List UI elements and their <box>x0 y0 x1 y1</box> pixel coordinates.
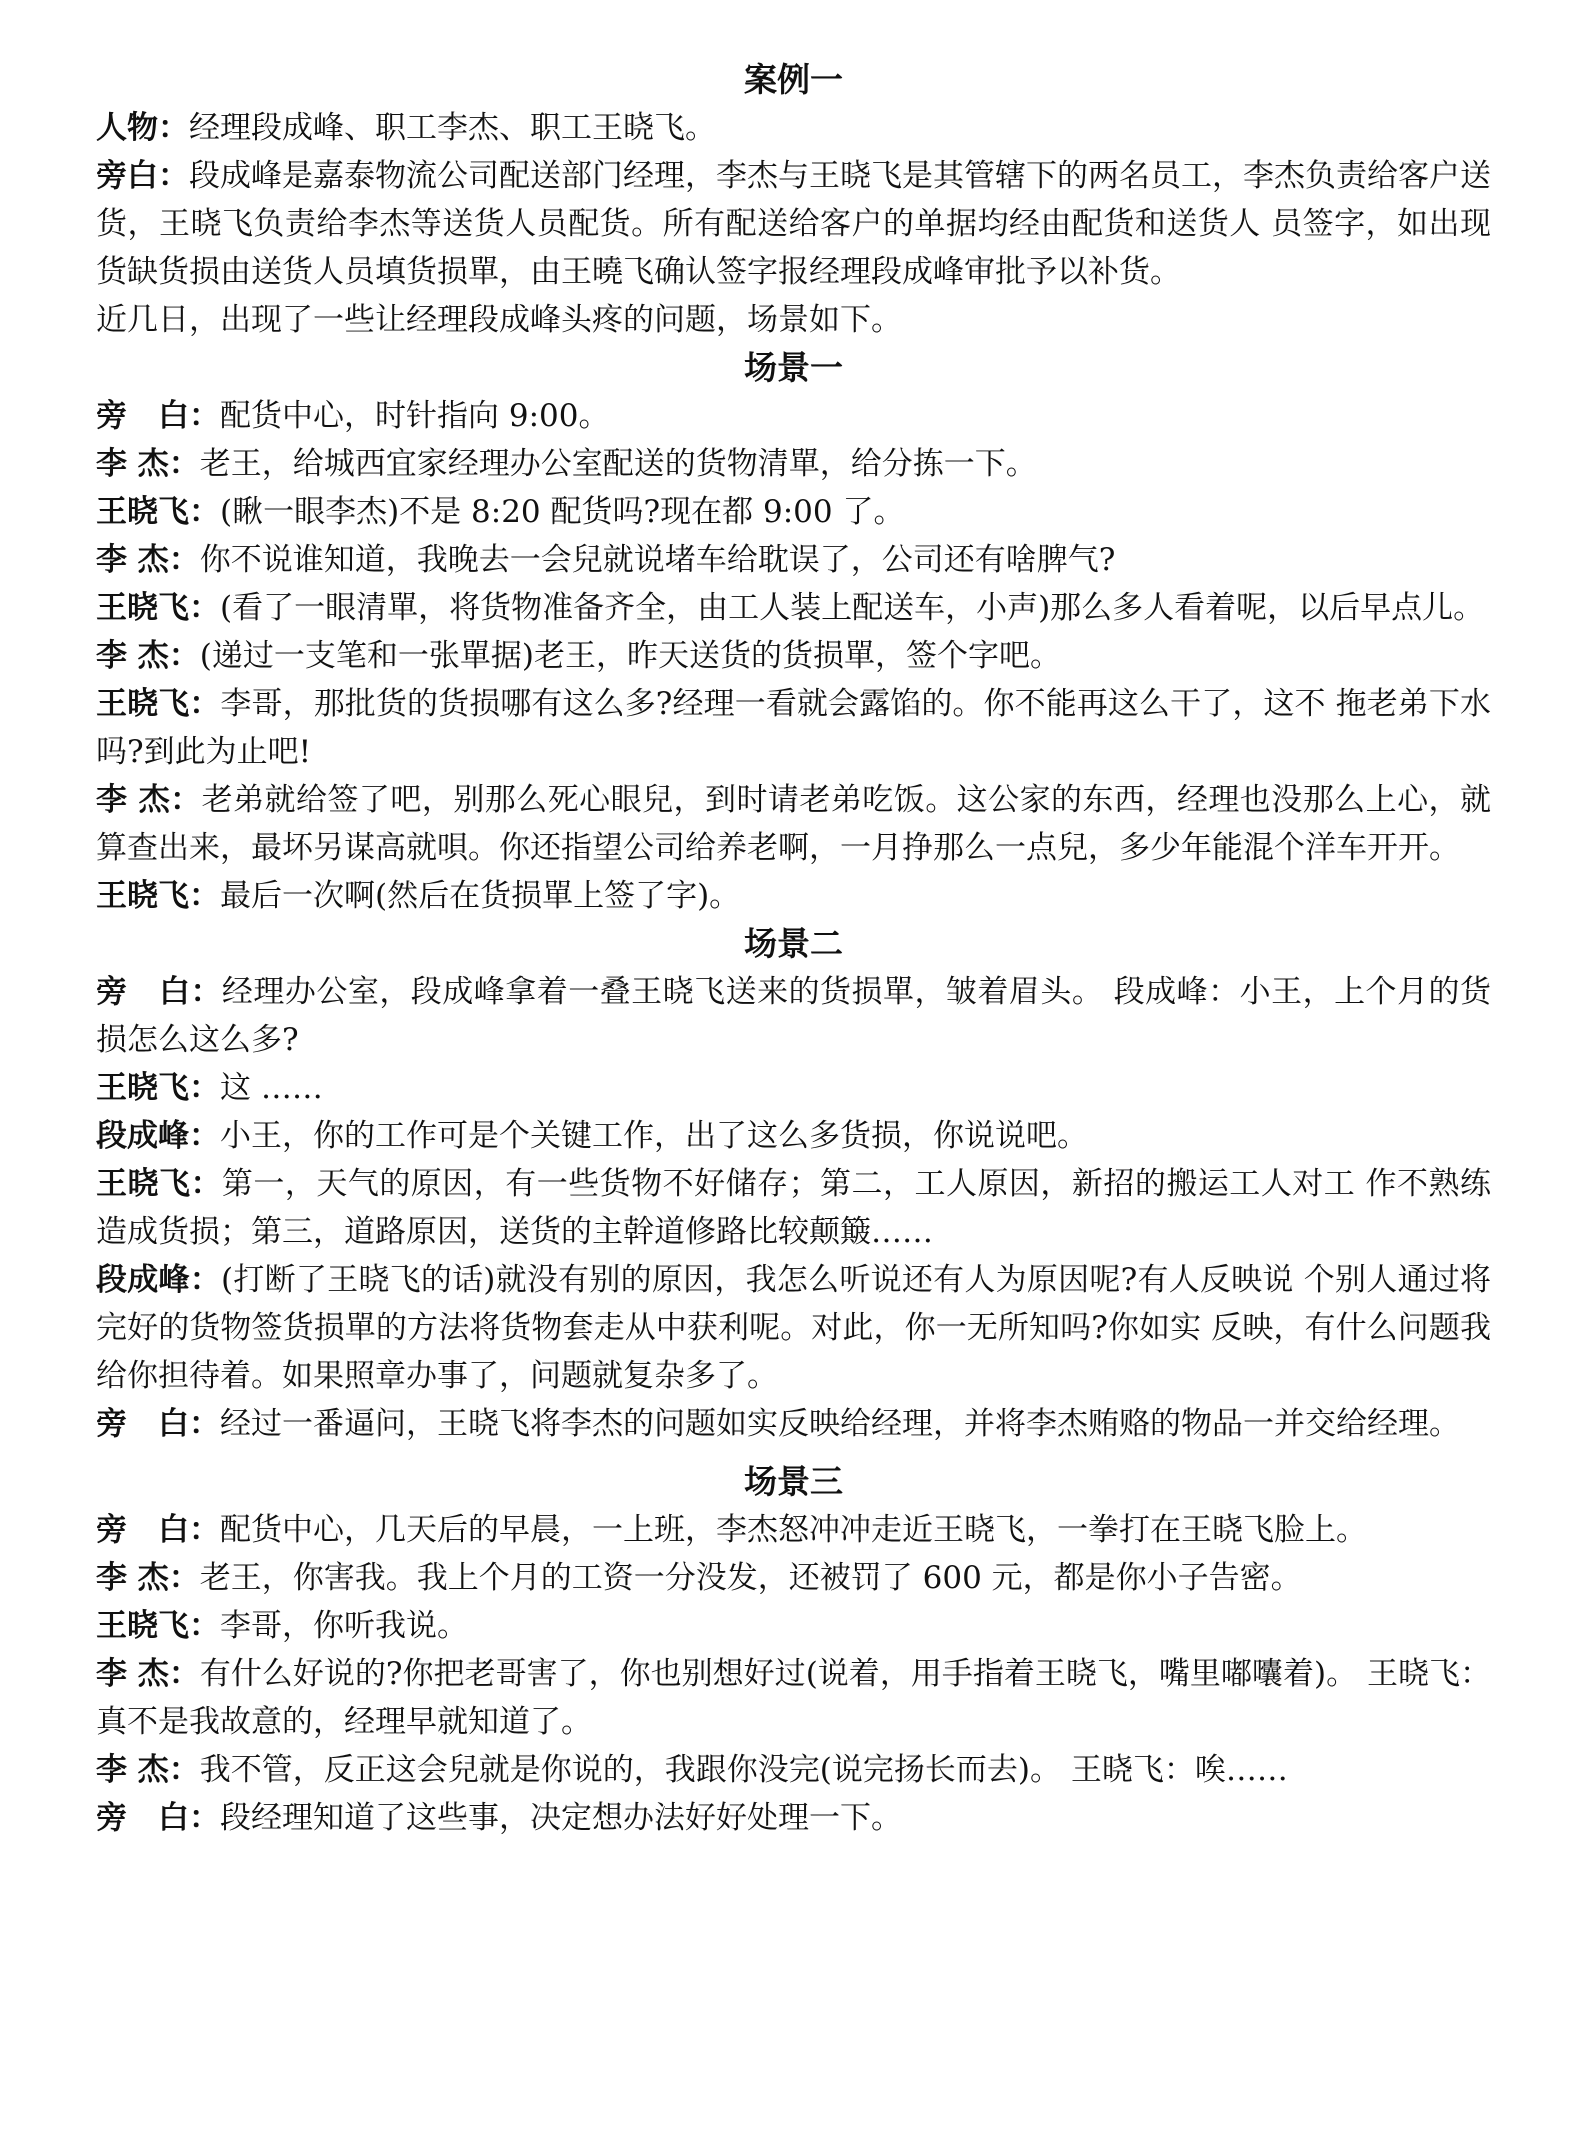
line-text: 我不管，反正这会兒就是你说的，我跟你没完(说完扬长而去)。 王晓飞：唉…… <box>199 1752 1288 1788</box>
dialogue-line <box>96 872 1491 920</box>
dialogue-line <box>96 1256 1491 1400</box>
line-text: (看了一眼清單，将货物准备齐全，由工人装上配送车，小声)那么多人看着呢，以后早点儿。 <box>220 590 1485 626</box>
speaker-label: 王晓飞： <box>96 1166 222 1202</box>
line-text: 配货中心，时针指向 9:00。 <box>220 398 610 434</box>
dialogue-line <box>96 776 1491 872</box>
dialogue-line <box>96 1746 1491 1794</box>
dialogue-line <box>96 1650 1491 1746</box>
speaker-label: 段成峰： <box>96 1262 221 1298</box>
dialogue-line <box>96 680 1491 776</box>
line-text: 小王，你的工作可是个关键工作，出了这么多货损，你说说吧。 <box>220 1118 1088 1154</box>
dialogue-line <box>96 488 1491 536</box>
speaker-label: 旁 白： <box>96 1800 220 1836</box>
speaker-label: 李 杰： <box>96 1560 200 1596</box>
line-text: 段经理知道了这些事，决定想办法好好处理一下。 <box>220 1800 902 1836</box>
dialogue-line <box>96 1506 1491 1554</box>
line-text: 配货中心，几天后的早晨，一上班，李杰怒冲冲走近王晓飞，一拳打在王晓飞脸上。 <box>220 1512 1367 1548</box>
line-text: (打断了王晓飞的话)就没有别的原因，我怎么听说还有人为原因呢?有人反映说 个别人通过将完好的货物签货损單的方法将货物套走从中获利呢。对此，你一无所知吗?你如实 反映，有什么问题我给你担待着。如果照章办事了，问题就复杂多了。 <box>96 1262 1492 1394</box>
speaker-label: 李 杰： <box>96 1656 200 1692</box>
line-text: 段成峰是嘉泰物流公司配送部门经理，李杰与王晓飞是其管辖下的两名员工，李杰负责给客户送货，王晓飞负责给李杰等送货人员配货。所有配送给客户的单据均经由配货和送货人 员签字，如出现货缺货损由送货人员填货损單，由王曉飞确认签字报经理段成峰审批予以补货。 <box>96 158 1491 290</box>
dialogue-line <box>96 1160 1491 1256</box>
speaker-label: 人物： <box>96 110 189 146</box>
dialogue-line <box>96 392 1491 440</box>
scene-3-section <box>96 1506 1491 1842</box>
scene-1-title: 场景一 <box>744 348 843 387</box>
speaker-label: 王晓飞： <box>96 1608 220 1644</box>
line-text: 李哥，那批货的货损哪有这么多?经理一看就会露馅的。你不能再这么干了，这不 拖老弟下水吗?到此为止吧! <box>96 686 1491 770</box>
line-text: 老王，你害我。我上个月的工资一分没发，还被罚了 600 元，都是你小子告密。 <box>199 1560 1302 1596</box>
speaker-label: 李 杰： <box>96 1752 200 1788</box>
speaker-label: 王晓飞： <box>96 494 220 530</box>
line-text: 这 …… <box>220 1070 323 1106</box>
line-text: (瞅一眼李杰)不是 8:20 配货吗?现在都 9:00 了。 <box>220 494 905 530</box>
line-text: 经过一番逼问，王晓飞将李杰的问题如实反映给经理，并将李杰贿赂的物品一并交给经理。 <box>220 1406 1460 1442</box>
dialogue-line <box>96 1794 1491 1842</box>
line-text: 你不说谁知道，我晚去一会兒就说堵车给耽误了，公司还有啥脾气? <box>199 542 1116 578</box>
line-text: 李哥，你听我说。 <box>220 1608 468 1644</box>
speaker-label: 段成峰： <box>96 1118 220 1154</box>
speaker-label: 李 杰： <box>96 782 202 818</box>
dialogue-line <box>96 1400 1491 1448</box>
line-text: 近几日，出现了一些让经理段成峰头疼的问题，场景如下。 <box>96 302 902 338</box>
intro-section <box>96 104 1491 344</box>
line-text: 经理段成峰、职工李杰、职工王晓飞。 <box>189 110 716 146</box>
dialogue-line <box>96 968 1491 1064</box>
speaker-label: 王晓飞： <box>96 686 221 722</box>
dialogue-line <box>96 632 1491 680</box>
dialogue-line <box>96 152 1491 296</box>
scene-2-section <box>96 968 1491 1448</box>
dialogue-line <box>96 1064 1491 1112</box>
scene-2-title: 场景二 <box>744 924 843 963</box>
speaker-label: 王晓飞： <box>96 1070 220 1106</box>
speaker-label: 旁 白： <box>96 1406 220 1442</box>
dialogue-line <box>96 1554 1491 1602</box>
speaker-label: 旁 白： <box>96 1512 220 1548</box>
dialogue-line <box>96 440 1491 488</box>
scene-1-section <box>96 392 1491 920</box>
speaker-label: 李 杰： <box>96 542 200 578</box>
line-text: (递过一支笔和一张單据)老王，昨天送货的货损單，签个字吧。 <box>199 638 1061 674</box>
speaker-label: 王晓飞： <box>96 878 220 914</box>
line-text: 老王，给城西宜家经理办公室配送的货物清單，给分拣一下。 <box>199 446 1037 482</box>
line-text: 有什么好说的?你把老哥害了，你也别想好过(说着，用手指着王晓飞，嘴里嘟囔着)。 王晓飞：真不是我故意的，经理早就知道了。 <box>96 1656 1491 1740</box>
speaker-label: 李 杰： <box>96 638 200 674</box>
speaker-label: 旁白： <box>96 158 189 194</box>
dialogue-line <box>96 536 1491 584</box>
speaker-label: 旁 白： <box>96 974 222 1010</box>
case-title: 案例一 <box>744 60 843 99</box>
dialogue-line <box>96 104 1491 152</box>
scene-3-title: 场景三 <box>744 1462 843 1501</box>
line-text: 最后一次啊(然后在货损單上签了字)。 <box>220 878 741 914</box>
line-text: 经理办公室，段成峰拿着一叠王晓飞送来的货损單，皱着眉头。 段成峰：小王，上个月的货损怎么这么多? <box>96 974 1491 1058</box>
speaker-label: 王晓飞： <box>96 590 220 626</box>
dialogue-line <box>96 1112 1491 1160</box>
speaker-label: 李 杰： <box>96 446 200 482</box>
dialogue-line <box>96 296 1491 344</box>
line-text: 第一，天气的原因，有一些货物不好储存；第二，工人原因，新招的搬运工人对工 作不熟练造成货损；第三，道路原因，送货的主幹道修路比较颠簸…… <box>96 1166 1491 1250</box>
line-text: 老弟就给签了吧，别那么死心眼兒，到时请老弟吃饭。这公家的东西，经理也没那么上心，就算查出来，最坏另谋高就唄。你还指望公司给养老啊，一月挣那么一点兒，多少年能混个洋车开开。 <box>96 782 1492 866</box>
speaker-label: 旁 白： <box>96 398 220 434</box>
dialogue-line <box>96 584 1491 632</box>
dialogue-line <box>96 1602 1491 1650</box>
